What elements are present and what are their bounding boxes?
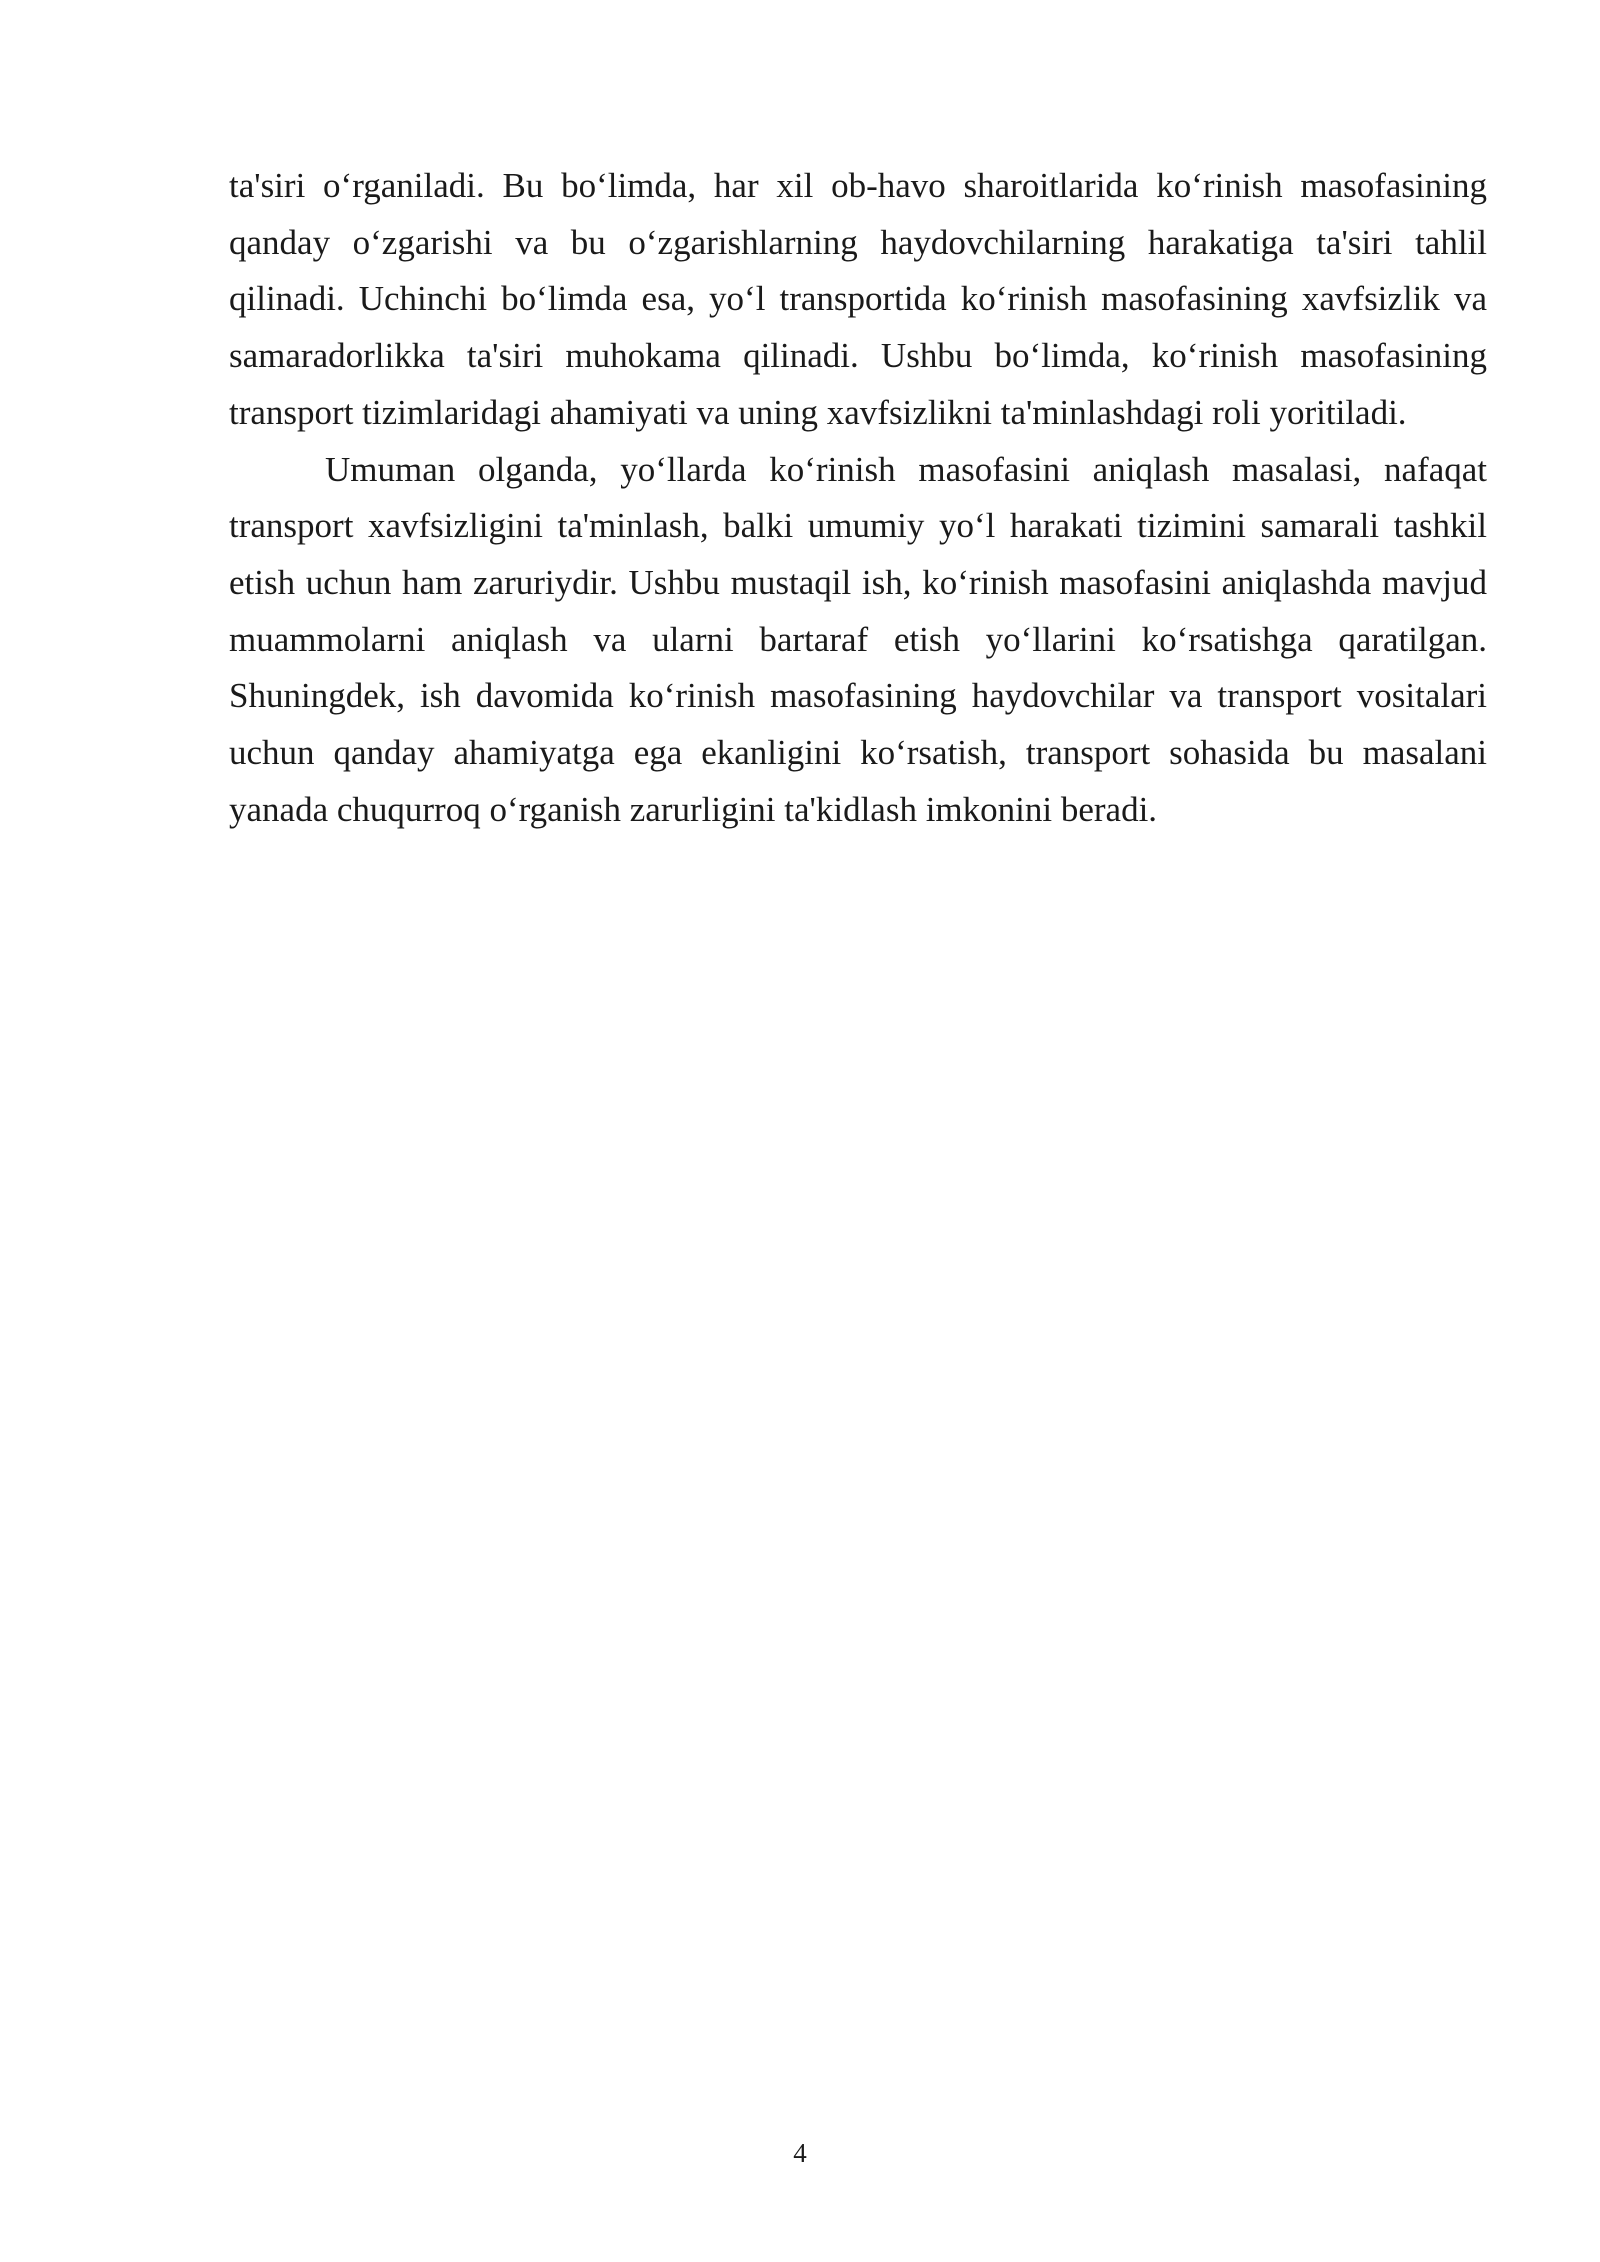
- page-number: 4: [793, 2138, 807, 2168]
- paragraph-continued: ta'siri o‘rganiladi. Bu bo‘limda, har xil ob-havo sharoitlarida ko‘rinish masofasining qanday o‘zgarishi va bu o‘zgarishlarning haydovchilarning harakatiga ta'siri tahlil qilinadi. Uchinchi bo‘limda esa, yo‘l transportida ko‘rinish masofasining xavfsizlik va samaradorlikka ta'siri muhokama qilinadi. Ushbu bo‘limda, ko‘rinish masofasining transport tizimlaridagi ahamiyati va uning xavfsizlikni ta'minlashdagi roli yoritiladi.: [229, 166, 1487, 432]
- paragraph-conclusion: Umuman olganda, yo‘llarda ko‘rinish masofasini aniqlash masalasi, nafaqat transport xavfsizligini ta'minlash, balki umumiy yo‘l harakati tizimini samarali tashkil etish uchun ham zaruriydir. Ushbu mustaqil ish, ko‘rinish masofasini aniqlashda mavjud muammolarni aniqlash va ularni bartaraf etish yo‘llarini ko‘rsatishga qaratilgan. Shuningdek, ish davomida ko‘rinish masofasining haydovchilar va transport vositalari uchun qanday ahamiyatga ega ekanligini ko‘rsatish, transport sohasida bu masalani yanada chuqurroq o‘rganish zarurligini ta'kidlash imkonini beradi.: [229, 449, 1487, 829]
- body-text: [229, 158, 1487, 838]
